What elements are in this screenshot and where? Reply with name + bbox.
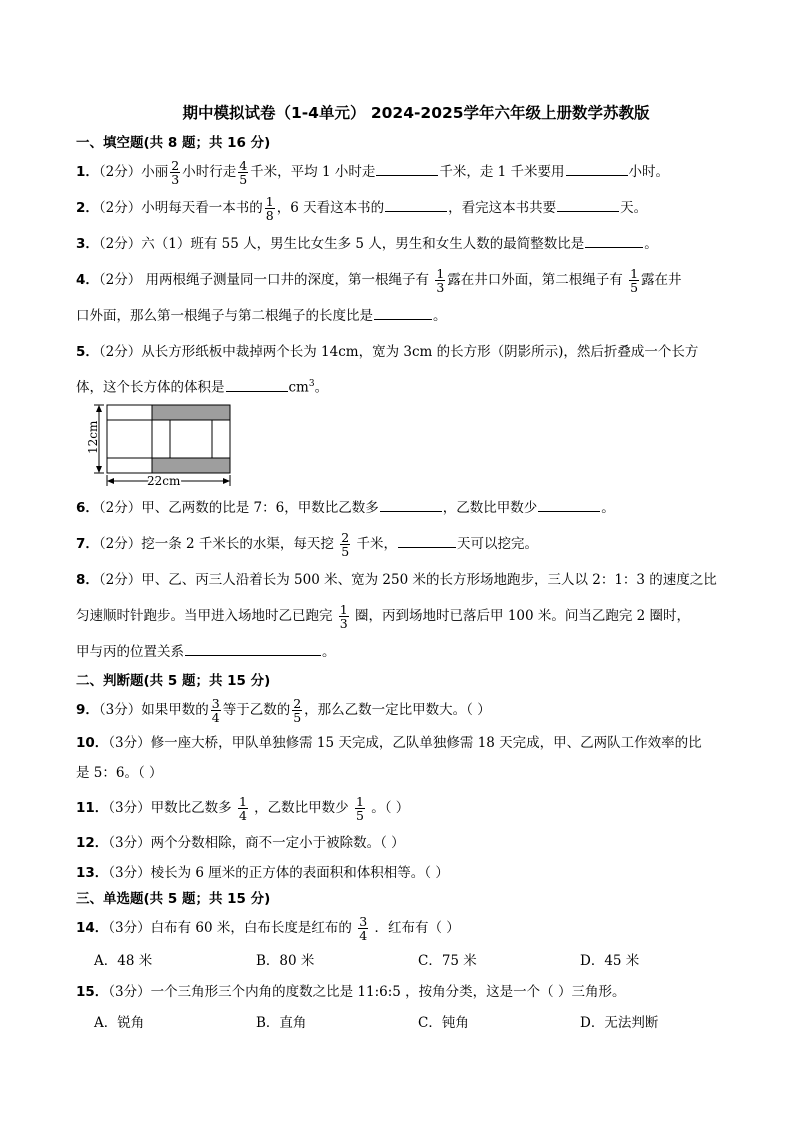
width-label: 22cm	[147, 473, 181, 488]
question-10-line2: 是 5：6。（ ）	[76, 764, 163, 781]
fraction: $\frac{1}{8}$	[265, 194, 274, 223]
question-6: 6．（2分）甲、乙两数的比是 7：6，甲数比乙数多 ，乙数比甲数少 。	[76, 490, 756, 526]
option-b[interactable]: B．直角	[256, 1014, 307, 1031]
question-1: 1．（2分）小丽 $\frac{2}{3}$ 小时行走 $\frac{4}{5}$ 千米，平均 1 小时走 千米，走 1 千米要用 小时。	[76, 158, 669, 187]
option-c[interactable]: C．75 米	[418, 952, 477, 969]
fraction: $\frac{1}{3}$	[339, 601, 348, 631]
section-true-false: 二、判断题(共 5 题；共 15 分)	[76, 672, 271, 689]
question-4-line1: 4．（2分） 用两根绳子测量同一口井的深度，第一根绳子有 $\frac{1}{3}$ 露在井口外面，第二根绳子有 $\frac{1}{5}$ 露在井	[76, 266, 682, 295]
option-b[interactable]: B．80 米	[256, 952, 315, 969]
question-3: 3．（2分）六（1）班有 55 人，男生比女生多 5 人，男生和女生人数的最简整数比是 。	[76, 226, 756, 262]
fraction: $\frac{1}{4}$	[238, 793, 247, 823]
option-d[interactable]: D．无法判断	[580, 1014, 659, 1031]
fraction: $\frac{3}{4}$	[359, 913, 368, 943]
question-4-line2: 口外面，那么第一根绳子与第二根绳子的长度比是 。	[76, 298, 756, 334]
answer-blank[interactable]	[376, 161, 438, 176]
question-8-line1: 8．（2分）甲、乙、丙三人沿着长为 500 米、宽为 250 米的长方形场地跑步，三人以 2：1：3 的速度之比	[76, 571, 717, 588]
answer-blank[interactable]	[585, 233, 643, 248]
question-5-line1: 5．（2分）从长方形纸板中裁掉两个长为 14cm，宽为 3cm 的长方形（阴影所示)，然后折叠成一个长方	[76, 344, 699, 360]
fraction: $\frac{2}{3}$	[171, 158, 180, 187]
question-8-line3: 甲与丙的位置关系 。	[76, 634, 756, 670]
height-label: 12cm	[86, 420, 100, 454]
answer-blank[interactable]	[185, 641, 321, 656]
question-5-line2: 体，这个长方体的体积是 $cm^3$。	[76, 370, 756, 402]
page-title: 期中模拟试卷（1-4单元） 2024-2025学年六年级上册数学苏教版	[182, 104, 650, 122]
answer-blank[interactable]	[398, 533, 456, 548]
fraction: $\frac{2}{5}$	[293, 695, 302, 725]
fraction: $\frac{4}{5}$	[239, 158, 248, 187]
answer-blank[interactable]	[538, 497, 600, 512]
option-d[interactable]: D．45 米	[580, 952, 640, 969]
rectangle-diagram	[76, 402, 756, 490]
question-15: 15．（3分）一个三角形三个内角的度数之比是 11:6:5 ，按角分类，这是一个（ ）三角形。	[76, 983, 626, 1000]
fraction: $\frac{1}{3}$	[436, 266, 445, 295]
option-a[interactable]: A．48 米	[94, 952, 153, 969]
section-multiple-choice: 三、单选题(共 5 题；共 15 分)	[76, 890, 271, 907]
option-a[interactable]: A．锐角	[94, 1014, 145, 1031]
question-14: 14．（3分）白布有 60 米，白布长度是红布的 $\frac{3}{4}$ ．红布有（ ）	[76, 913, 460, 943]
fraction: $\frac{3}{4}$	[211, 695, 220, 725]
question-7: 7．（2分）挖一条 2 千米长的水渠，每天挖 $\frac{2}{5}$ 千米， 天可以挖完。	[76, 529, 538, 559]
question-9: 9．（3分）如果甲数的 $\frac{3}{4}$ 等于乙数的 $\frac{2}{5}$ ，那么乙数一定比甲数大。（ ）	[76, 695, 491, 725]
answer-blank[interactable]	[380, 497, 442, 512]
answer-blank[interactable]	[557, 197, 619, 212]
section-fill-in: 一、填空题(共 8 题；共 16 分)	[76, 135, 271, 151]
fraction: $\frac{1}{5}$	[355, 793, 364, 823]
options-14	[76, 946, 756, 976]
question-2: 2．（2分）小明每天看一本书的 $\frac{1}{8}$ ，6 天看这本书的 ，看完这本书共要 天。	[76, 194, 648, 223]
cardboard-net-figure	[76, 402, 256, 488]
question-11: 11．（3分）甲数比乙数多 $\frac{1}{4}$ ，乙数比甲数少 $\frac{1}{5}$ 。（ ）	[76, 793, 410, 823]
question-12: 12．（3分）两个分数相除，商不一定小于被除数。（ ）	[76, 834, 405, 851]
answer-blank[interactable]	[226, 377, 288, 392]
question-8-line2: 匀速顺时针跑步。当甲进入场地时乙已跑完 $\frac{1}{3}$ 圈，丙到场地时已落后甲 100 米。问当乙跑完 2 圈时，	[76, 601, 691, 631]
fraction: $\frac{2}{5}$	[341, 529, 350, 559]
question-13: 13．（3分）棱长为 6 厘米的正方体的表面积和体积相等。（ ）	[76, 864, 449, 881]
option-c[interactable]: C．钝角	[418, 1014, 469, 1031]
fraction: $\frac{1}{5}$	[630, 266, 639, 295]
options-15	[76, 1008, 756, 1038]
answer-blank[interactable]	[374, 305, 432, 320]
exam-page	[76, 100, 756, 1038]
question-10-line1: 10．（3分）修一座大桥，甲队单独修需 15 天完成，乙队单独修需 18 天完成，甲、乙两队工作效率的比	[76, 734, 702, 751]
answer-blank[interactable]	[385, 197, 447, 212]
answer-blank[interactable]	[566, 161, 628, 176]
